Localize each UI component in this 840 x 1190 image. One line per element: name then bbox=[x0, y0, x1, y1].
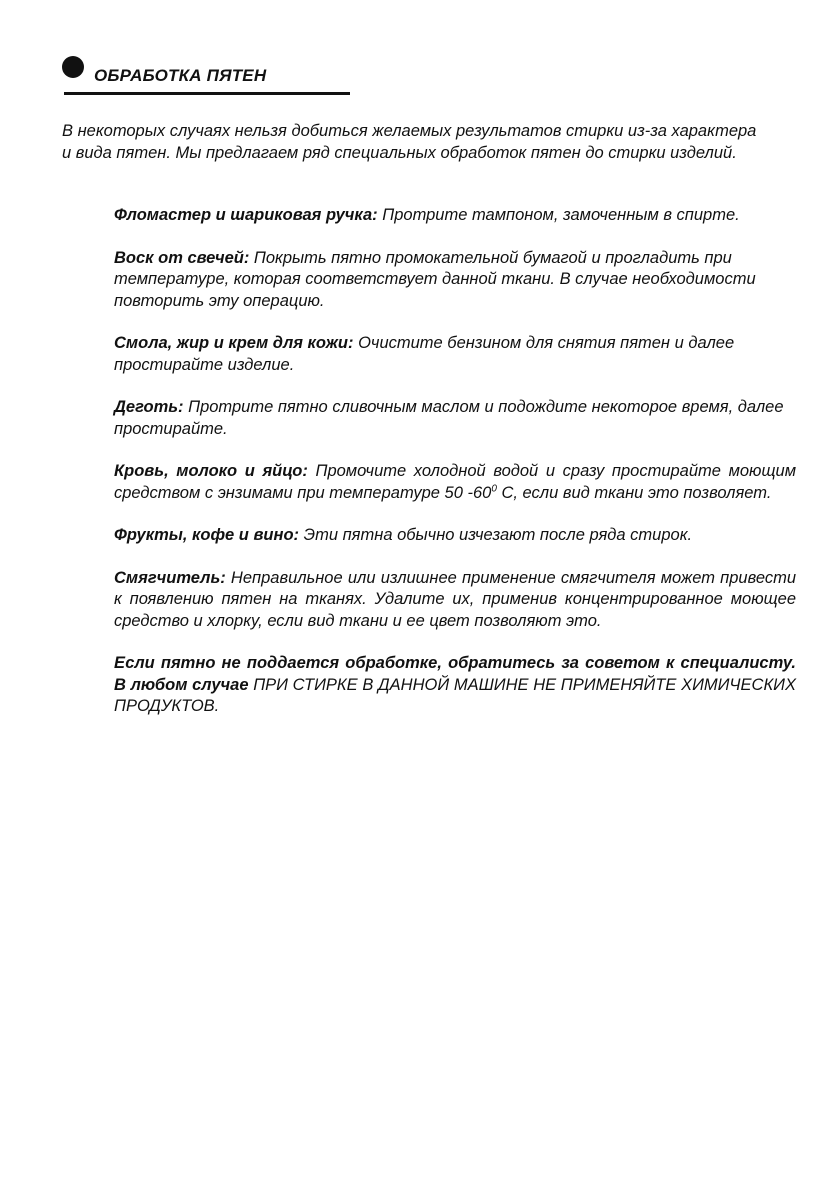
warning-note bbox=[114, 653, 796, 718]
intro-paragraph: В некоторых случаях нельзя добиться желаемых результатов стирки из-за характера и вида пятен. Мы предлагаем ряд специальных обработок пятен до стирки изделий. bbox=[62, 122, 757, 162]
list-item bbox=[114, 461, 796, 504]
item-text: Протрите пятно сливочным маслом и подождите некоторое время, далее простирайте. bbox=[114, 398, 784, 438]
item-text: Очистите бензином для снятия пятен и далее простирайте изделие. bbox=[114, 334, 735, 374]
item-text: Протрите тампоном, замоченным в спирте. bbox=[377, 206, 740, 224]
section-title: ОБРАБОТКА ПЯТЕН bbox=[94, 66, 267, 85]
item-text: Покрыть пятно промокательной бумагой и прогладить при температуре, которая соответствует данной ткани. В случае необходимости повторить эту операцию. bbox=[114, 248, 756, 310]
item-text: Промочите холодной водой и сразу простирайте моющим средством с энзимами при температуре 50 -60 bbox=[114, 462, 796, 502]
item-text-tail: С, если вид ткани это позволяет. bbox=[496, 483, 772, 502]
list-item bbox=[114, 205, 796, 227]
item-text: Эти пятна обычно изчезают после ряда стирок. bbox=[299, 526, 693, 544]
list-item bbox=[114, 525, 796, 547]
item-label: Фрукты, кофе и вино: bbox=[114, 526, 300, 544]
degree-superscript: 0 bbox=[491, 483, 497, 494]
section-heading bbox=[62, 56, 352, 98]
item-label: Смола, жир и крем для кожи: bbox=[114, 334, 354, 352]
list-item bbox=[114, 333, 796, 376]
warning-caps-text: ПРИ СТИРКЕ В ДАННОЙ МАШИНЕ НЕ ПРИМЕНЯЙТЕ ХИМИЧЕСКИХ ПРОДУКТОВ. bbox=[114, 675, 796, 715]
item-label: Воск от свечей: bbox=[114, 248, 250, 267]
stain-treatment-list bbox=[114, 205, 796, 718]
item-text: Неправильное или излишнее применение смягчителя может привести к появлению пятен на тканях. Удалите их, применив концентрированное моющее средство и хлорку, если вид ткани и ее цвет позволяют это. bbox=[114, 568, 796, 630]
list-item bbox=[114, 248, 796, 313]
item-label: Кровь, молоко и яйцо: bbox=[114, 462, 308, 480]
bullet-dot-icon bbox=[62, 56, 84, 78]
list-item bbox=[114, 568, 796, 633]
item-label: Деготь: bbox=[114, 398, 184, 416]
list-item bbox=[114, 397, 796, 440]
heading-underline bbox=[64, 92, 350, 95]
item-label: Фломастер и шариковая ручка: bbox=[114, 206, 378, 224]
warning-bold-text: Если пятно не поддается обработке, обратитесь за советом к специалисту. В любом случае bbox=[114, 654, 796, 694]
item-label: Смягчитель: bbox=[114, 568, 226, 587]
